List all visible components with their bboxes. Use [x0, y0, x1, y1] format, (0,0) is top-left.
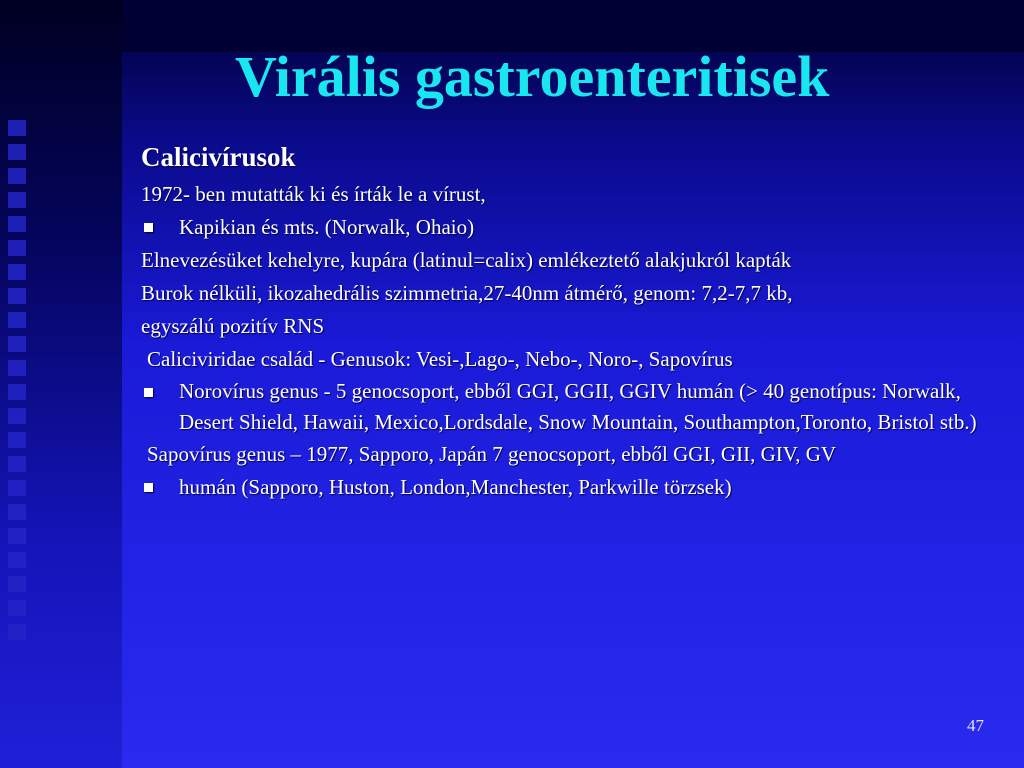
- decorative-square: [8, 432, 26, 448]
- decorative-square: [8, 288, 26, 304]
- text-line: Caliciviridae család - Genusok: Vesi-,Lago-, Nebo-, Noro-, Sapovírus: [147, 347, 733, 371]
- bullet-text: Kapikian és mts. (Norwalk, Ohaio): [179, 215, 475, 239]
- decorative-square: [8, 168, 26, 184]
- slide-body: [141, 138, 1011, 504]
- square-bullet-icon: [144, 388, 153, 397]
- decorative-squares: [8, 120, 26, 648]
- decorative-square: [8, 240, 26, 256]
- text-line: 1972- ben mutatták ki és írták le a vírust,: [141, 182, 486, 206]
- bullet-text: Norovírus genus - 5 genocsoport, ebből GGI, GGII, GGIV humán (> 40 genotípus: Norwalk, Desert Shield, Hawaii, Mexico,Lordsdale, Snow Mountain, Southampton,Toronto, Bristol stb.): [179, 379, 977, 434]
- decorative-square: [8, 528, 26, 544]
- decorative-square: [8, 192, 26, 208]
- decorative-square: [8, 480, 26, 496]
- page-number: 47: [967, 716, 984, 735]
- decorative-square: [8, 216, 26, 232]
- slide-subheading: Calicivírusok: [141, 142, 296, 172]
- decorative-square: [8, 384, 26, 400]
- decorative-square: [8, 600, 26, 616]
- decorative-square: [8, 120, 26, 136]
- bullet-item: [141, 376, 1011, 438]
- decorative-square: [8, 408, 26, 424]
- decorative-square: [8, 264, 26, 280]
- text-line: egyszálú pozitív RNS: [141, 314, 325, 338]
- decorative-square: [8, 456, 26, 472]
- bullet-text: humán (Sapporo, Huston, London,Manchester, Parkwille törzsek): [179, 475, 732, 499]
- decorative-square: [8, 144, 26, 160]
- decorative-square: [8, 360, 26, 376]
- decorative-square: [8, 624, 26, 640]
- decorative-square: [8, 312, 26, 328]
- bullet-item: [141, 471, 1011, 504]
- text-line: Elnevezésüket kehelyre, kupára (latinul=calix) emlékeztető alakjukról kapták: [141, 248, 792, 272]
- decorative-square: [8, 552, 26, 568]
- text-line: Burok nélküli, ikozahedrális szimmetria,27-40nm átmérő, genom: 7,2-7,7 kb,: [141, 281, 793, 305]
- decorative-square: [8, 576, 26, 592]
- slide-title: Virális gastroenteritisek: [235, 44, 830, 109]
- text-line: Sapovírus genus – 1977, Sapporo, Japán 7 genocsoport, ebből GGI, GII, GIV, GV: [147, 442, 837, 466]
- bullet-item: [141, 211, 1011, 244]
- square-bullet-icon: [144, 483, 153, 492]
- decorative-square: [8, 504, 26, 520]
- square-bullet-icon: [144, 223, 153, 232]
- decorative-square: [8, 336, 26, 352]
